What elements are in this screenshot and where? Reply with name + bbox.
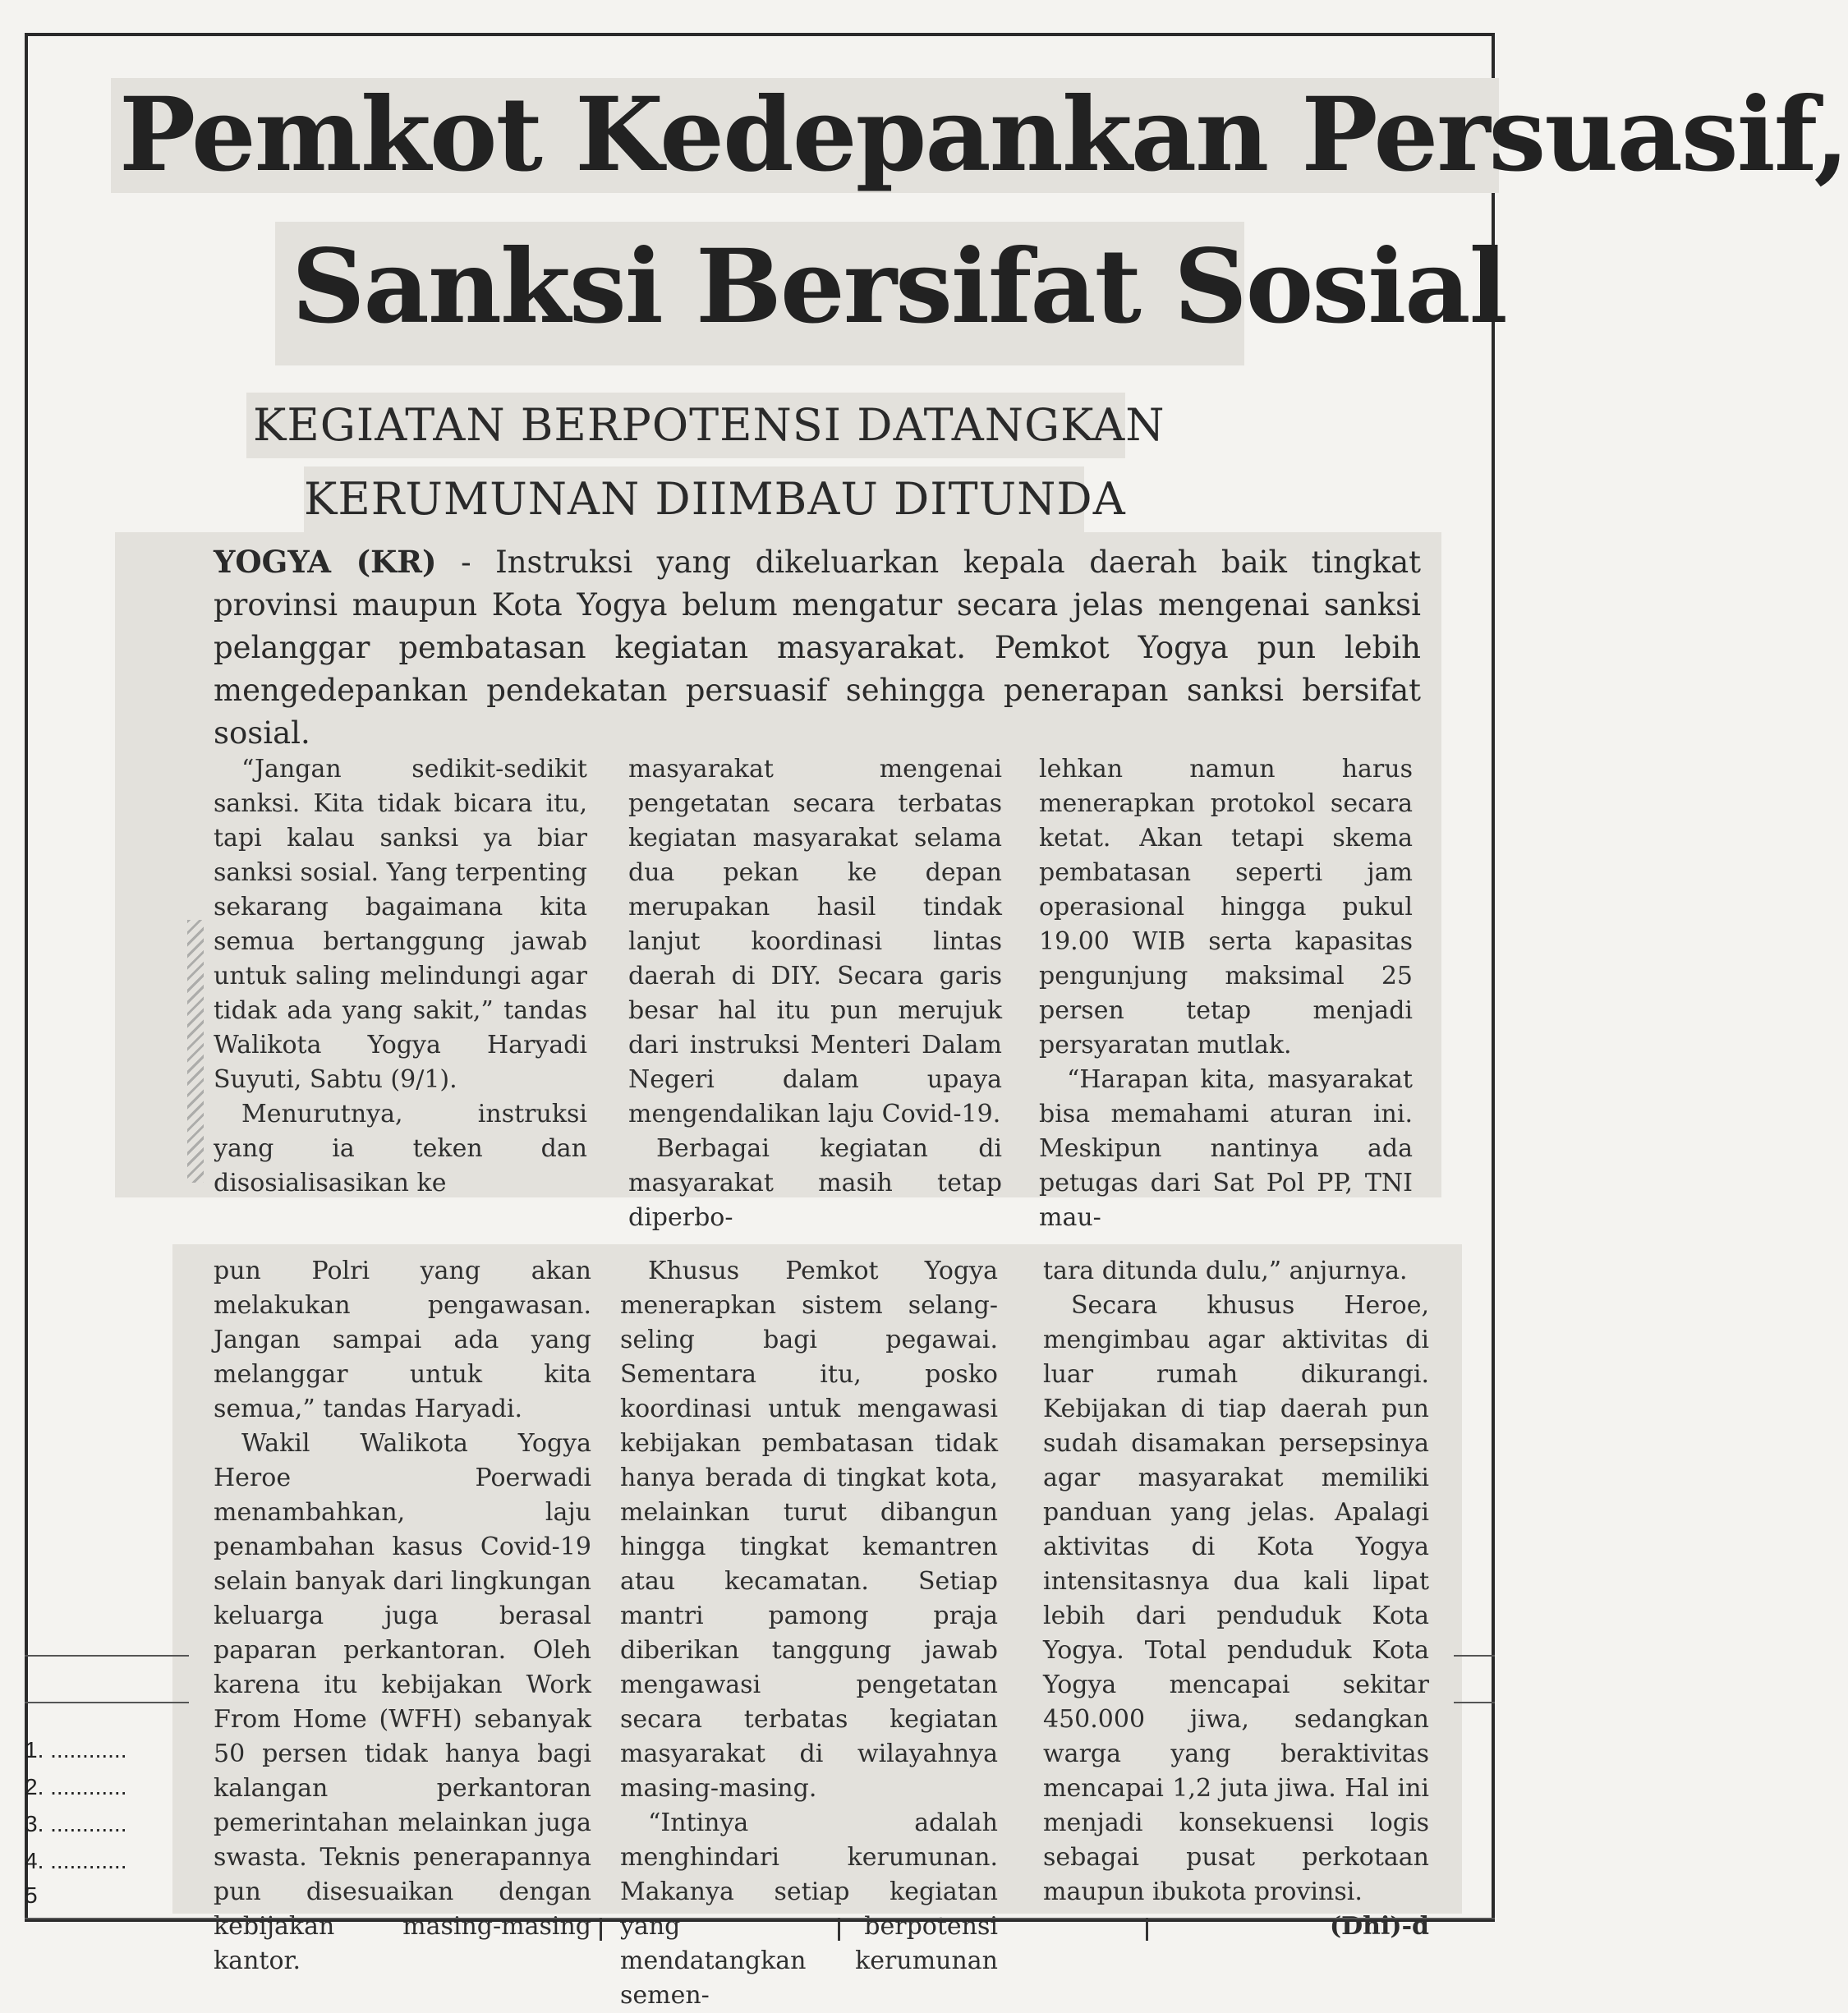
column-6: [1043, 1254, 1429, 1944]
column-4: [214, 1254, 591, 1979]
paragraph: “Jangan sedikit-sedikit sanksi. Kita tidak bicara itu, tapi kalau sanksi ya biar sanksi sosial. Yang terpenting sekarang bagaimana kita semua bertanggung jawab untuk saling melindungi agar tidak ada yang sakit,” tandas Walikota Yogya Haryadi Suyuti, Sabtu (9/1).: [214, 755, 587, 1094]
paragraph: masyarakat mengenai pengetatan secara terbatas kegiatan masyarakat selama dua pekan ke depan merupakan hasil tindak lanjut koordinasi lintas daerah di DIY. Secara garis besar hal itu pun merujuk dari instruksi Menteri Dalam Negeri dalam upaya mengendalikan laju Covid-19.: [628, 755, 1002, 1128]
headline-clip-2: [275, 222, 1506, 365]
paragraph: Wakil Walikota Yogya Heroe Poerwadi menambahkan, laju penambahan kasus Covid-19 selain banyak dari lingkungan keluarga juga berasal paparan perkantoran. Oleh karena itu kebijakan Work From Home (WFH) sebanyak 50 persen tidak hanya bagi kalangan perkantoran pemerintahan melainkan juga swasta. Teknis penerapannya pun disesuaikan dengan kebijakan masing-masing kantor.: [214, 1429, 591, 1975]
divider: [25, 1918, 1495, 1919]
torn-edge-mark: [187, 920, 204, 1183]
divider: [1454, 1655, 1495, 1657]
margin-line-2: 2. ............: [25, 1774, 127, 1799]
paragraph: Khusus Pemkot Yogya menerapkan sistem selang-seling bagi pegawai. Sementara itu, posko koordinasi untuk mengawasi kebijakan pembatasan tidak hanya berada di tingkat kota, melainkan turut dibangun hingga tingkat kemantren atau kecamatan. Setiap mantri pamong praja diberikan tanggung jawab mengawasi pengetatan secara terbatas kegiatan masyarakat di wilayahnya masing-masing.: [620, 1257, 998, 1803]
column-1: [214, 752, 587, 1201]
paragraph: “Harapan kita, masyarakat bisa memahami aturan ini. Meskipun nantinya ada petugas dari Sat Pol PP, TNI mau-: [1039, 1065, 1413, 1232]
divider: [600, 1918, 602, 1941]
divider: [25, 1655, 189, 1657]
paragraph: Berbagai kegiatan di masyarakat masih tetap diperbo-: [628, 1134, 1002, 1232]
paragraph: Menurutnya, instruksi yang ia teken dan disosialisasikan ke: [214, 1100, 587, 1197]
column-2: [628, 752, 1002, 1235]
margin-line-5: 5: [25, 1882, 38, 1908]
paragraph: “Intinya adalah menghindari kerumunan. Makanya setiap kegiatan yang berpotensi mendatangkan kerumunan semen-: [620, 1808, 998, 2010]
margin-line-3: 3. ............: [25, 1811, 127, 1836]
paragraph: pun Polri yang akan melakukan pengawasan. Jangan sampai ada yang melanggar untuk kita semua,” tandas Haryadi.: [214, 1257, 591, 1423]
author-signature: (Dhi)-d: [1329, 1912, 1429, 1941]
margin-line-4: 4. ............: [25, 1848, 127, 1873]
paragraph: lehkan namun harus menerapkan protokol secara ketat. Akan tetapi skema pembatasan seperti jam operasional hingga pukul 19.00 WIB serta kapasitas pengunjung maksimal 25 persen tetap menjadi persyaratan mutlak.: [1039, 755, 1413, 1059]
lead-paragraph: [214, 540, 1421, 755]
subheadline-line-2: KERUMUNAN DIIMBAU DITUNDA: [304, 473, 1126, 525]
divider: [1454, 1702, 1495, 1703]
subheadline-clip-1: [246, 393, 1165, 458]
lead-text: - Instruksi yang dikeluarkan kepala daerah baik tingkat provinsi maupun Kota Yogya belum mengatur secara jelas mengenai sanksi pelanggar pembatasan kegiatan masyarakat. Pemkot Yogya pun lebih mengedepankan pendekatan persuasif sehingga penerapan sanksi bersifat sosial.: [214, 545, 1422, 751]
column-5: [620, 1254, 998, 2013]
column-3: [1039, 752, 1413, 1235]
headline-line-2: Sanksi Bersifat Sosial: [292, 227, 1506, 347]
article-clip-bottom: [172, 1244, 1462, 2010]
headline-clip-1: [111, 76, 1848, 195]
margin-line-1: 1. ............: [25, 1737, 127, 1763]
article-clip-top: [115, 532, 1441, 1232]
paragraph: Secara khusus Heroe, mengimbau agar aktivitas di luar rumah dikurangi. Kebijakan di tiap daerah pun sudah disamakan persepsinya agar masyarakat memiliki panduan yang jelas. Apalagi aktivitas di Kota Yogya intensitasnya dua kali lipat lebih dari penduduk Kota Yogya. Total penduduk Kota Yogya mencapai sekitar 450.000 jiwa, sedangkan warga yang beraktivitas mencapai 1,2 juta jiwa. Hal ini menjadi konsekuensi logis sebagai pusat perkotaan maupun ibukota provinsi.: [1043, 1291, 1429, 1906]
paragraph: tara ditunda dulu,” anjurnya.: [1043, 1257, 1408, 1285]
divider: [1146, 1918, 1148, 1941]
divider: [25, 1702, 189, 1703]
divider: [838, 1918, 840, 1941]
subheadline-line-1: KEGIATAN BERPOTENSI DATANGKAN: [253, 399, 1165, 451]
headline-line-1: Pemkot Kedepankan Persuasif,: [119, 76, 1848, 195]
dateline: YOGYA (KR): [214, 544, 437, 580]
subheadline-clip-2: [304, 466, 1126, 532]
